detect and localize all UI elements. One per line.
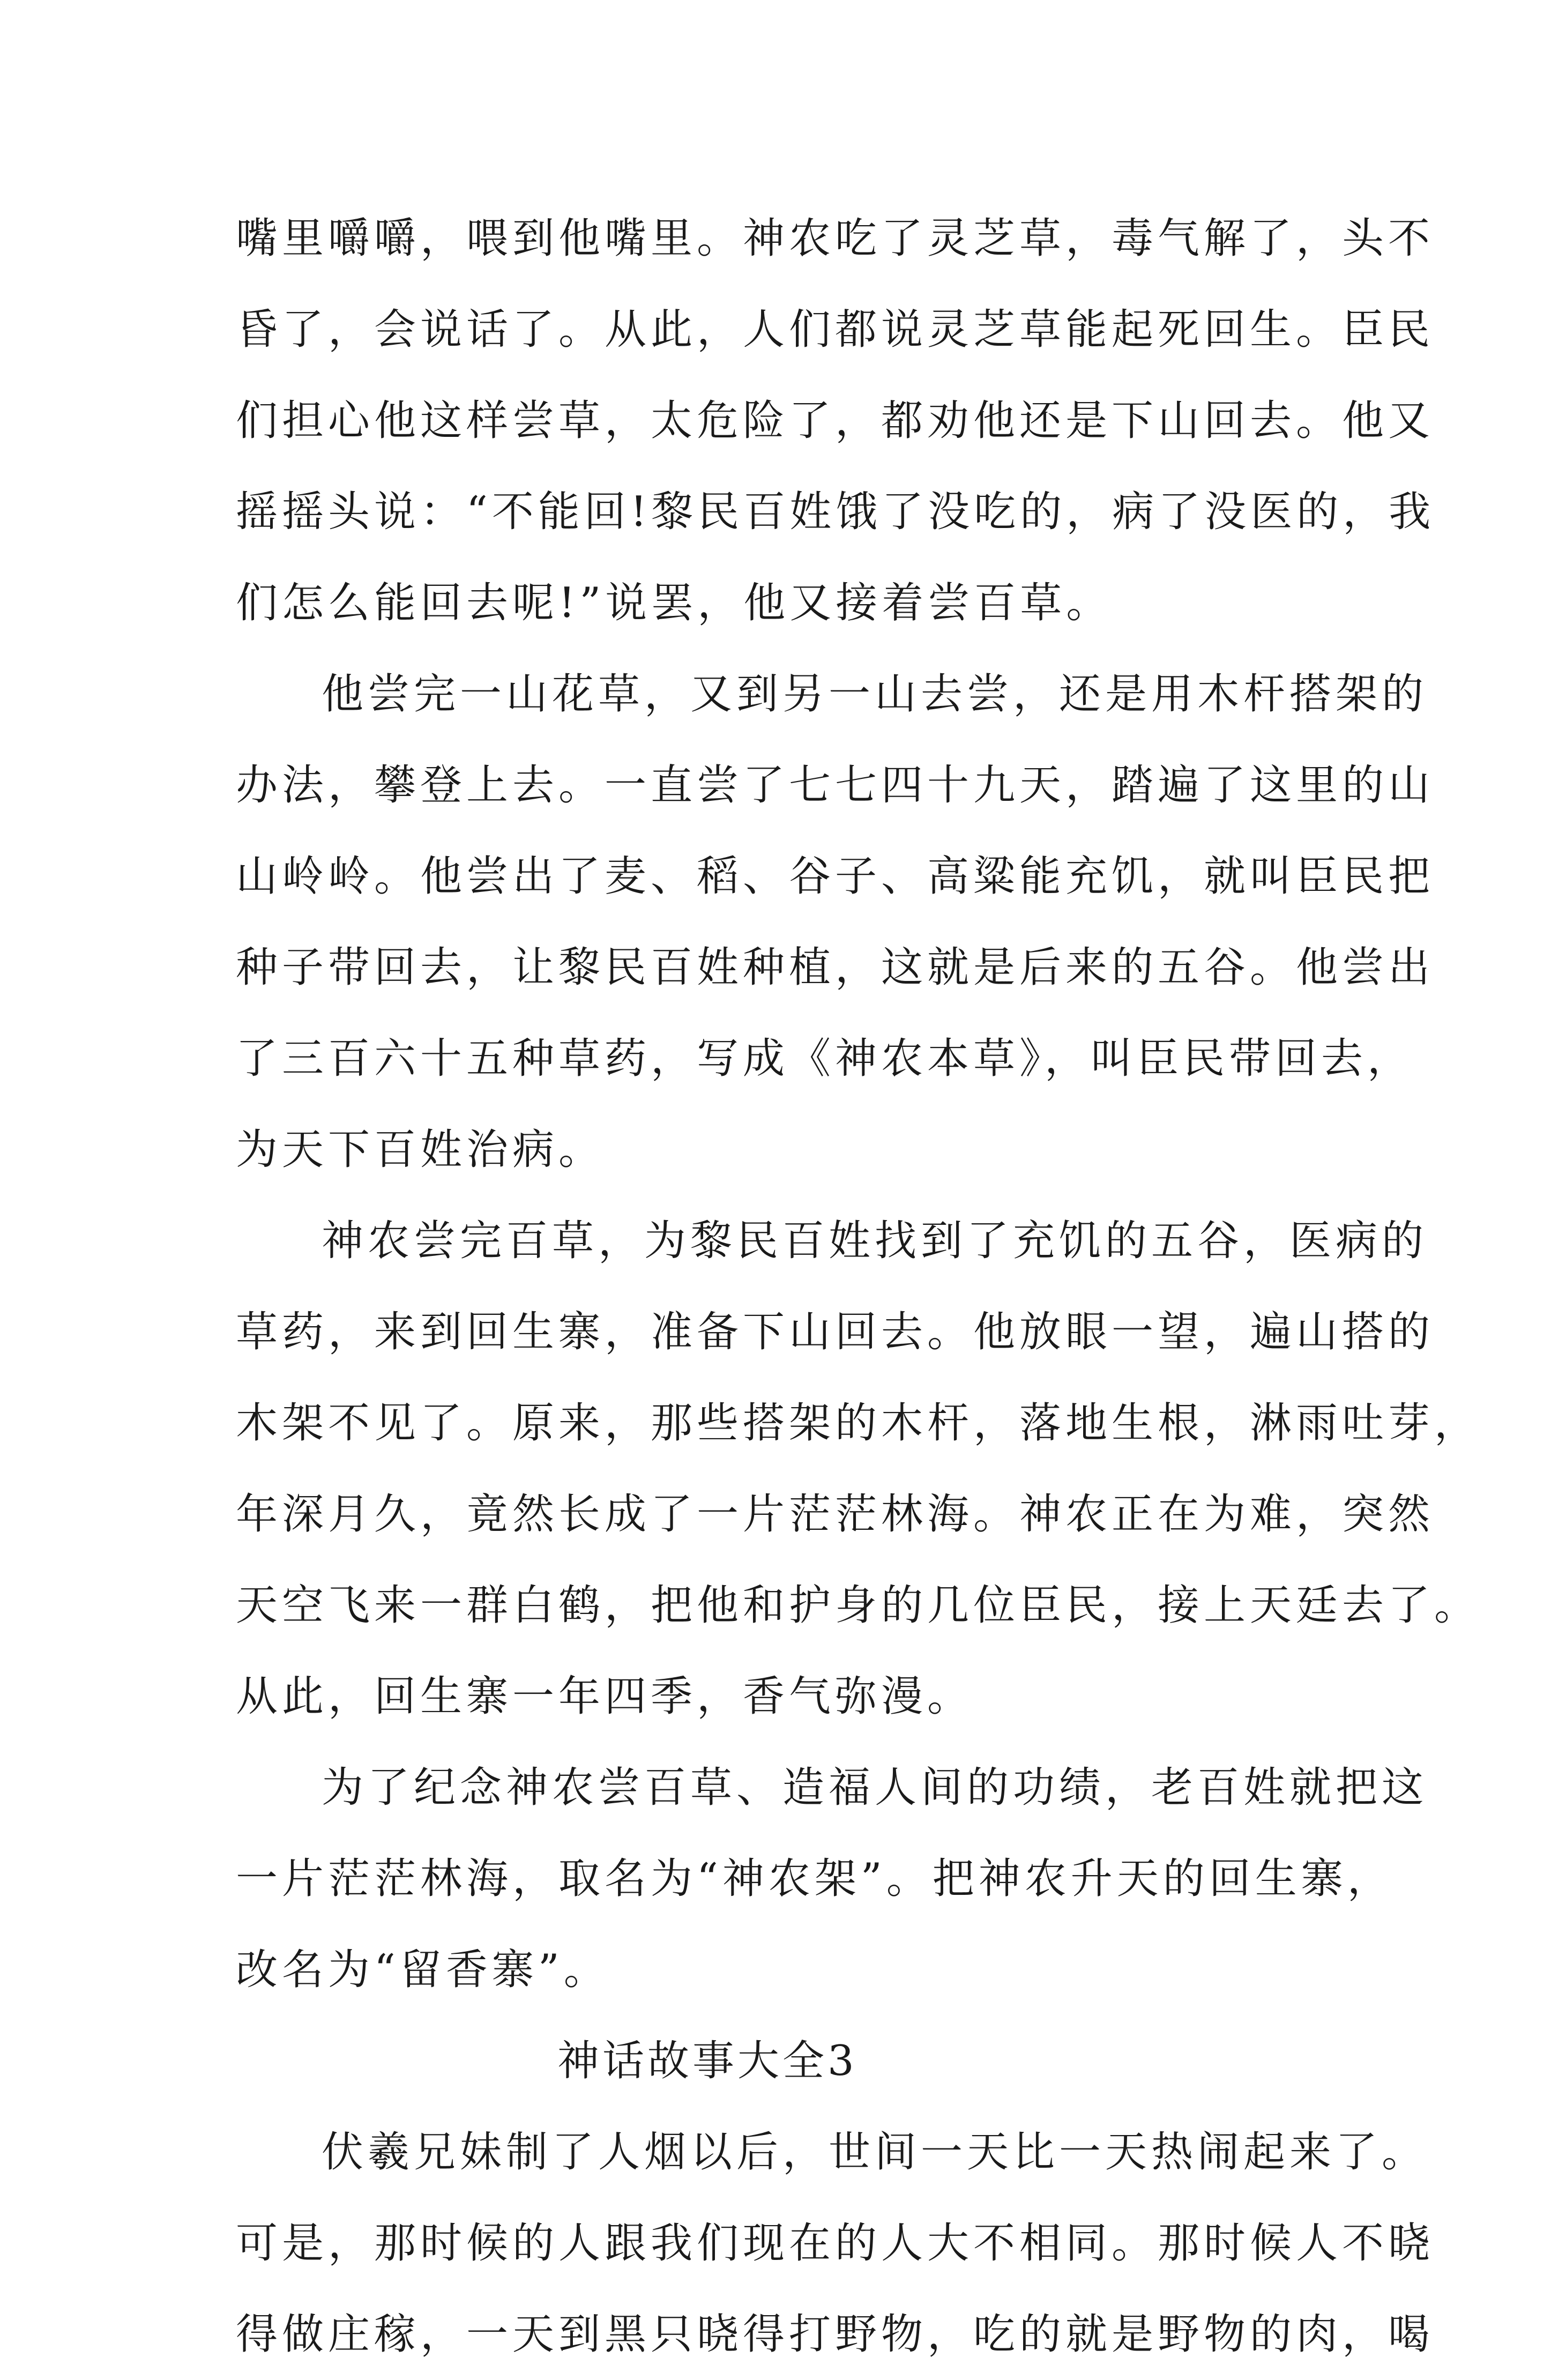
text-line: 们怎么能回去呢!”说罢，他又接着尝百草。 [236,579,1113,627]
text-line: 木架不见了。原来，那些搭架的木杆，落地生根，淋雨吐芽， [236,1399,1481,1447]
text-line: 改名为“留香寨”。 [236,1946,610,1994]
paragraph-first-line: 为了纪念神农尝百草、造福人间的功绩，老百姓就把这 [322,1764,1428,1812]
text-line: 为天下百姓治病。 [236,1126,605,1174]
text-line: 了三百六十五种草药，写成《神农本草》，叫臣民带回去， [236,1035,1414,1083]
text-line: 年深月久，竟然长成了一片茫茫林海。神农正在为难，突然 [236,1490,1435,1538]
text-line: 天空飞来一群白鹤，把他和护身的几位臣民，接上天廷去了。 [236,1581,1481,1630]
text-line: 从此，回生寨一年四季，香气弥漫。 [236,1672,974,1721]
text-line: 可是，那时候的人跟我们现在的人大不相同。那时候人不晓 [236,2219,1435,2267]
text-line: 种子带回去，让黎民百姓种植，这就是后来的五谷。他尝出 [236,943,1435,992]
text-line: 嘴里嚼嚼，喂到他嘴里。神农吃了灵芝草，毒气解了，头不 [236,214,1435,263]
text-line: 草药，来到回生寨，准备下山回去。他放眼一望，遍山搭的 [236,1308,1435,1356]
document-body [236,193,1481,2380]
text-line: 们担心他这样尝草，太危险了，都劝他还是下山回去。他又 [236,397,1435,445]
paragraph-first-line: 神农尝完百草，为黎民百姓找到了充饥的五谷，医病的 [322,1217,1428,1265]
text-line: 办法，攀登上去。一直尝了七七四十九天，踏遍了这里的山 [236,761,1435,809]
text-line: 得做庄稼，一天到黑只晓得打野物，吃的就是野物的肉，喝 [236,2310,1435,2359]
text-line: 山岭岭。他尝出了麦、稻、谷子、高粱能充饥，就叫臣民把 [236,852,1435,901]
text-line: 一片茫茫林海，取名为“神农架”。把神农升天的回生寨， [236,1855,1393,1903]
text-line: 摇摇头说：“不能回!黎民百姓饿了没吃的，病了没医的，我 [236,488,1435,536]
paragraph-first-line: 他尝完一山花草，又到另一山去尝，还是用木杆搭架的 [322,670,1428,718]
text-line: 昏了，会说话了。从此，人们都说灵芝草能起死回生。臣民 [236,306,1435,354]
paragraph-first-line: 伏羲兄妹制了人烟以后，世间一天比一天热闹起来了。 [322,2128,1428,2176]
section-title: 神话故事大全3 [557,2037,857,2085]
